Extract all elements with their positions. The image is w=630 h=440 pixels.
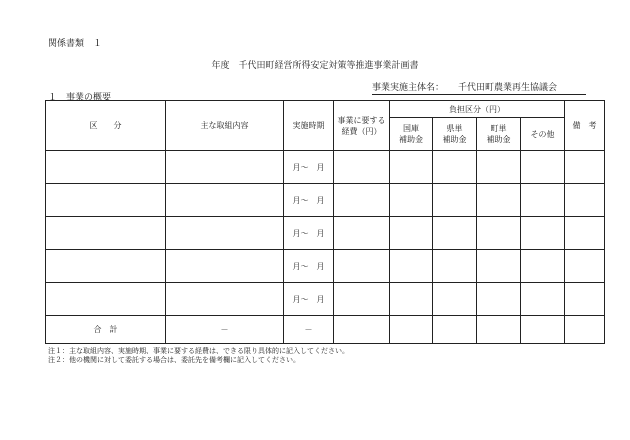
note-1: 注１：主な取組内容、実施時期、事業に要する経費は、できる限り具体的に記入してください。 [48, 347, 349, 355]
cell-period[interactable]: 月～ 月 [284, 184, 334, 217]
header-category: 区 分 [46, 101, 166, 151]
cell-category[interactable] [46, 151, 166, 184]
cell-other[interactable] [521, 151, 565, 184]
table-row [46, 184, 605, 217]
cell-prefectural[interactable] [433, 217, 477, 250]
cell-category[interactable] [46, 283, 166, 316]
cell-cost[interactable] [334, 250, 390, 283]
total-cost[interactable] [334, 316, 390, 344]
cell-prefectural[interactable] [433, 283, 477, 316]
cell-main-activity[interactable] [166, 151, 284, 184]
total-other[interactable] [521, 316, 565, 344]
table-row [46, 283, 605, 316]
implementer-line [372, 80, 586, 95]
header-national-line2: 補助金 [399, 135, 423, 144]
total-main-activity: － [166, 316, 284, 344]
section-heading: １ 事業の概要 [48, 93, 112, 103]
header-main-activity: 主な取組内容 [166, 101, 284, 151]
header-national-line1: 国庫 [403, 124, 419, 133]
cell-remarks[interactable] [565, 283, 605, 316]
cell-town[interactable] [477, 184, 521, 217]
header-burden: 負担区分（円） [390, 101, 565, 118]
header-cost [334, 101, 390, 151]
cell-main-activity[interactable] [166, 250, 284, 283]
note-2: 注２：他の機関に対して委託する場合は、委託先を備考欄に記入してください。 [48, 356, 300, 364]
total-prefectural[interactable] [433, 316, 477, 344]
cell-remarks[interactable] [565, 184, 605, 217]
cell-national[interactable] [390, 283, 433, 316]
header-town-line1: 町単 [490, 124, 507, 133]
plan-table [45, 100, 605, 344]
header-cost-line1: 事業に要する [337, 115, 386, 125]
implementer-name: 千代田町農業再生協議会 [458, 83, 558, 93]
cell-town[interactable] [477, 250, 521, 283]
cell-remarks[interactable] [565, 151, 605, 184]
cell-cost[interactable] [334, 151, 390, 184]
cell-period[interactable]: 月～ 月 [284, 283, 334, 316]
header-town-line2: 補助金 [486, 135, 511, 144]
header-prefectural-line2: 補助金 [442, 135, 467, 144]
cell-town[interactable] [477, 151, 521, 184]
total-row [46, 316, 605, 344]
cell-period[interactable]: 月～ 月 [284, 217, 334, 250]
notes [48, 347, 349, 365]
cell-national[interactable] [390, 184, 433, 217]
header-national-subsidy [390, 118, 433, 151]
cell-prefectural[interactable] [433, 151, 477, 184]
cell-other[interactable] [521, 217, 565, 250]
cell-cost[interactable] [334, 217, 390, 250]
total-remarks[interactable] [565, 316, 605, 344]
cell-category[interactable] [46, 217, 166, 250]
total-town[interactable] [477, 316, 521, 344]
total-national[interactable] [390, 316, 433, 344]
cell-period[interactable]: 月～ 月 [284, 151, 334, 184]
cell-national[interactable] [390, 151, 433, 184]
cell-prefectural[interactable] [433, 250, 477, 283]
header-cost-line2: 経費（円） [341, 126, 382, 136]
header-prefectural-line1: 県単 [446, 124, 463, 133]
table-row [46, 217, 605, 250]
cell-cost[interactable] [334, 283, 390, 316]
header-remarks: 備 考 [565, 101, 605, 151]
header-period: 実施時期 [284, 101, 334, 151]
implementer-label: 事業実施主体名： [372, 83, 445, 93]
header-other: その他 [521, 118, 565, 151]
cell-remarks[interactable] [565, 217, 605, 250]
cell-main-activity[interactable] [166, 217, 284, 250]
cell-other[interactable] [521, 250, 565, 283]
header-prefectural-subsidy [433, 118, 477, 151]
total-period: － [284, 316, 334, 344]
cell-national[interactable] [390, 250, 433, 283]
cell-category[interactable] [46, 250, 166, 283]
cell-other[interactable] [521, 283, 565, 316]
document-label: 関係書類 １ [48, 39, 103, 49]
cell-other[interactable] [521, 184, 565, 217]
cell-cost[interactable] [334, 184, 390, 217]
cell-remarks[interactable] [565, 250, 605, 283]
table-row [46, 151, 605, 184]
document-title: 年度 千代田町経営所得安定対策等推進事業計画書 [211, 61, 419, 71]
cell-town[interactable] [477, 283, 521, 316]
cell-national[interactable] [390, 217, 433, 250]
cell-main-activity[interactable] [166, 283, 284, 316]
cell-prefectural[interactable] [433, 184, 477, 217]
cell-period[interactable]: 月～ 月 [284, 250, 334, 283]
header-town-subsidy [477, 118, 521, 151]
cell-main-activity[interactable] [166, 184, 284, 217]
total-label: 合 計 [46, 316, 166, 344]
cell-town[interactable] [477, 217, 521, 250]
cell-category[interactable] [46, 184, 166, 217]
table-row [46, 250, 605, 283]
